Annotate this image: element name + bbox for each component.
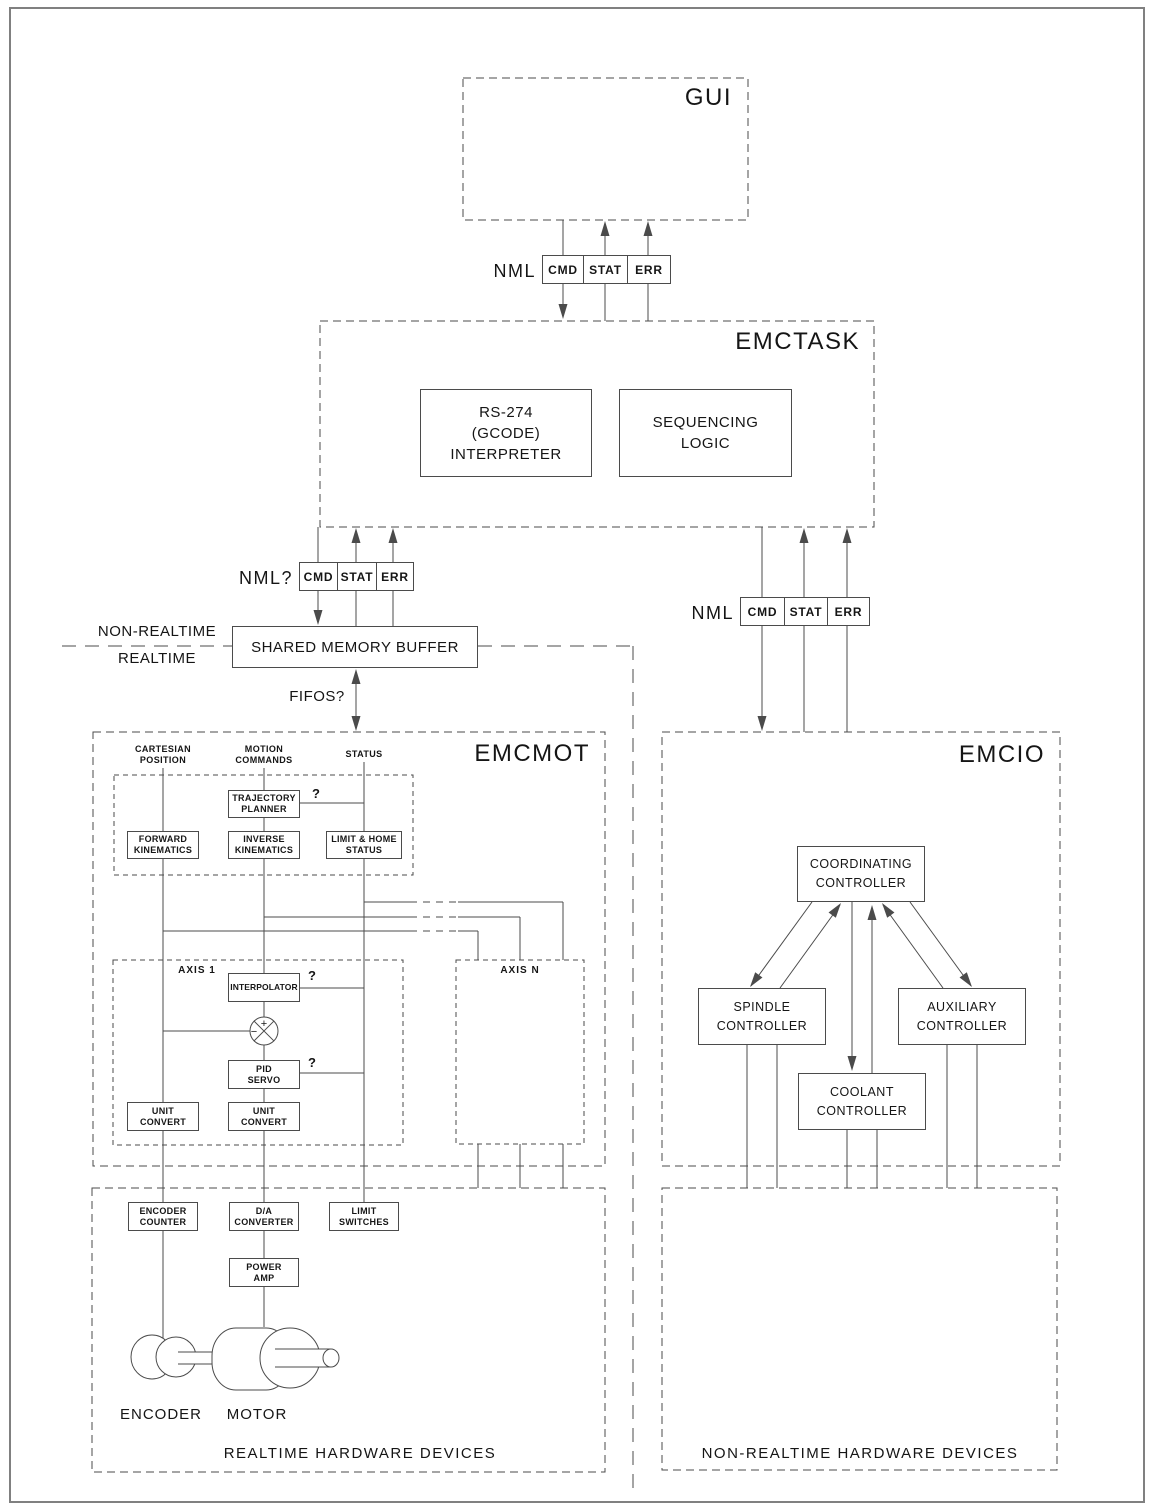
nonrealtime-hardware-title: NON-REALTIME HARDWARE DEVICES [701,1445,1019,1462]
cmd-down-arrow [314,610,323,625]
fifos-up-arrow [352,669,361,684]
coolant-line1: COOLANT [830,1084,894,1099]
auxiliary-line1: AUXILIARY [927,999,997,1014]
spindle-controller-box [698,988,826,1045]
interpolator-question-mark: ? [308,968,316,983]
forward-line2: KINEMATICS [133,845,193,855]
inverse-line2: KINEMATICS [234,845,294,855]
spindle-up-arrow [829,900,845,917]
summing-junction [163,1017,278,1045]
fifos-label: FIFOS? [289,688,345,705]
nml-err-box: ERR [827,597,870,626]
nml-cmd-box: CMD [299,562,338,591]
cartesian-position-label [123,744,203,766]
motor-label: MOTOR [226,1406,288,1423]
encoder-motor-drawing [131,1328,339,1390]
emcmot-title: EMCMOT [474,740,590,767]
pid-line2: SERVO [247,1074,281,1085]
encoder-counter-line1: ENCODER [139,1205,187,1216]
trajectory-line2: PLANNER [241,804,287,814]
unit-convert-line1: UNIT [252,1105,276,1116]
non-realtime-label: NON-REALTIME [97,623,217,640]
forward-line1: FORWARD [138,834,188,844]
stat-up-arrow [601,221,610,236]
trajectory-question-mark: ? [312,786,320,801]
coordinating-line2: CONTROLLER [815,876,907,890]
emcmot-dashed-box [93,732,605,1166]
nml-middle-label: NML? [238,568,293,588]
nml-err-box: ERR [627,255,671,284]
unit-convert-right-box [228,1102,300,1131]
interpreter-line3: INTERPRETER [450,445,562,463]
sequencing-logic-box [619,389,792,477]
status-column-label: STATUS [345,749,383,759]
coordinating-line1: COORDINATING [809,857,913,871]
encoder-counter-box [128,1202,198,1231]
limit-home-line2: STATUS [345,845,383,855]
sequencing-line1: SEQUENCING [652,414,759,431]
motor-shaft-icon [323,1349,339,1367]
spindle-line2: CONTROLLER [716,1018,808,1033]
coolant-down-arrow [848,1056,857,1071]
sum-plus-sign: + [260,1018,268,1030]
power-amp-box [229,1258,299,1287]
da-converter-line1: D/A [255,1205,273,1216]
da-converter-box [229,1202,299,1231]
realtime-hardware-title: REALTIME HARDWARE DEVICES [223,1445,497,1462]
motion-commands-label [224,744,304,766]
nml-cmd-box: CMD [542,255,584,284]
nml-stat-box: STAT [337,562,377,591]
axisn-label: AXIS N [500,965,540,976]
trajectory-planner-box [228,790,300,818]
nml-right-channel-row [740,597,870,626]
spindle-line1: SPINDLE [733,999,791,1014]
sum-minus-sign: − [250,1026,258,1038]
nml-err-box: ERR [376,562,414,591]
sequencing-line2: LOGIC [680,435,731,452]
forward-kinematics-box [127,831,199,859]
coolant-up-arrow [868,905,877,920]
limit-switches-line1: LIMIT [351,1205,377,1216]
cmd-down-arrow [559,304,568,319]
motion-line2: COMMANDS [235,755,293,765]
interpreter-line2: (GCODE) [471,424,541,442]
fifos-down-arrow [352,716,361,731]
inverse-kinematics-box [228,831,300,859]
emcio-title: EMCIO [958,741,1045,768]
cartesian-line2: POSITION [139,755,187,765]
err-up-arrow [843,528,852,543]
interpolator-box [228,973,300,1002]
nml-stat-box: STAT [784,597,828,626]
pid-question-mark: ? [308,1055,316,1070]
auxiliary-up-arrow [878,900,894,917]
interpolator-label: INTERPOLATOR [230,982,298,992]
stat-up-arrow [352,528,361,543]
auxiliary-line2: CONTROLLER [916,1018,1008,1033]
axis1-label: AXIS 1 [178,965,216,976]
unit-convert-line1: UNIT [151,1105,175,1116]
nml-middle-channel-row [299,562,414,591]
da-converter-line2: CONVERTER [234,1216,294,1227]
inverse-line1: INVERSE [243,834,285,844]
nml-top-channel-row [542,255,671,284]
cmd-down-arrow [758,716,767,731]
pid-servo-box [228,1060,300,1089]
limit-switches-box [329,1202,399,1231]
unit-convert-line2: CONVERT [240,1116,288,1127]
power-amp-line1: POWER [246,1261,282,1272]
unit-convert-left-box [127,1102,199,1131]
cartesian-line1: CARTESIAN [134,744,192,754]
stat-up-arrow [800,528,809,543]
gui-title: GUI [684,84,732,111]
gcode-interpreter-box [420,389,592,477]
coolant-controller-box [798,1073,926,1130]
limit-switches-line2: SWITCHES [339,1216,389,1227]
nml-stat-box: STAT [583,255,628,284]
nml-right-label: NML [691,603,734,623]
err-up-arrow [389,528,398,543]
coordinating-controller-box [797,846,925,902]
encoder-counter-line2: COUNTER [139,1216,187,1227]
nml-top-label: NML [493,261,536,281]
coolant-line2: CONTROLLER [816,1103,908,1118]
unit-convert-line2: CONVERT [139,1116,187,1127]
shared-memory-buffer-box [232,626,478,668]
limit-home-status-box [326,831,402,859]
axisn-dashed-box [456,960,584,1144]
trajectory-line1: TRAJECTORY [232,793,296,803]
motion-line1: MOTION [244,744,284,754]
pid-line1: PID [256,1063,272,1074]
interpreter-line1: RS-274 [479,403,533,421]
emctask-title: EMCTASK [735,328,860,355]
err-up-arrow [644,221,653,236]
realtime-label: REALTIME [118,650,196,667]
encoder-label: ENCODER [119,1406,202,1423]
nonrealtime-hardware-dashed-box [662,1188,1057,1470]
nml-cmd-box: CMD [740,597,785,626]
limit-home-line1: LIMIT & HOME [331,834,397,844]
shared-memory-buffer-label: SHARED MEMORY BUFFER [251,638,459,656]
auxiliary-controller-box [898,988,1026,1045]
emctask-emcio-links [758,527,852,732]
power-amp-line2: AMP [253,1272,275,1283]
